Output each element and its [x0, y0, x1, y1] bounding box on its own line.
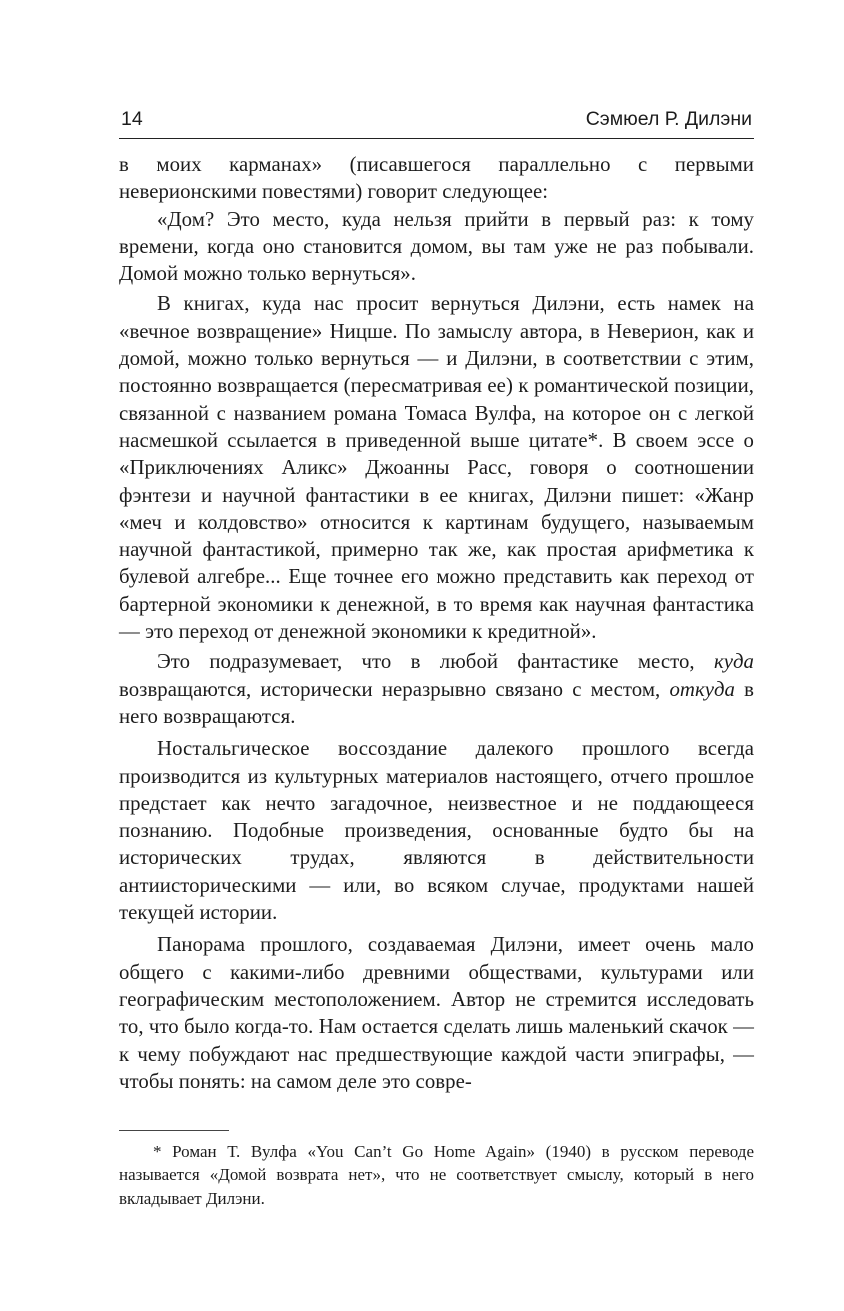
- text-run: Это подразумевает, что в любой фантастике место,: [157, 650, 714, 674]
- footnote: * Роман Т. Вулфа «You Can’t Go Home Again» (1940) в русском переводе называется «Домой возврата нет», что не соответствует смыслу, который в него вкладывает Дилэни.: [119, 1142, 754, 1208]
- paragraph: «Дом? Это место, куда нельзя прийти в первый раз: к тому времени, когда оно становится домом, вы там уже не раз побывали. Домой можно только вернуться».: [119, 207, 754, 286]
- paragraph: Панорама прошлого, создаваемая Дилэни, имеет очень мало общего с какими-либо древними обществами, культурами или географическим местоположением. Автор не стремится исследовать то, что было когда-то. Нам остается сделать лишь маленький скачок — к чему побуждают нас предшествующие каждой части эпиграфы, — чтобы понять: на самом деле это совре-: [119, 933, 754, 1093]
- running-title: Сэмюел Р. Дилэни: [585, 108, 752, 130]
- header-divider: [119, 138, 754, 139]
- paragraph: в моих карманах» (писавшегося параллельно с первыми неверионскими повестями) говорит следующее:: [119, 153, 754, 204]
- footnote-divider: [119, 1130, 229, 1131]
- paragraph: [119, 648, 754, 730]
- page-header: [119, 108, 754, 136]
- text-run: возвращаются, исторически неразрывно связано с местом,: [119, 677, 670, 701]
- page-number: 14: [121, 108, 143, 130]
- emphasis: откуда: [669, 677, 735, 701]
- paragraph: В книгах, куда нас просит вернуться Дилэни, есть намек на «вечное возвращение» Ницше. По замыслу автора, в Неверион, как и домой, можно только вернуться — и Дилэни, в соответствии с этим, постоянно возвращается (пересматривая ее) к романтической позиции, связанной с названием романа Томаса Вулфа, на которое он с легкой насмешкой ссылается в приведенной выше цитате*. В своем эссе о «Приключениях Аликс» Джоанны Расс, говоря о соотношении фэнтези и научной фантастики в ее книгах, Дилэни пишет: «Жанр «меч и колдовство» относится к картинам будущего, называемым научной фантастикой, примерно так же, как простая арифметика к булевой алгебре... Еще точнее его можно представить как переход от бартерной экономики к денежной, в то время как научная фантастика — это переход от денежной экономики к кредитной».: [119, 292, 754, 644]
- text-run: в него возвращаются.: [119, 677, 754, 728]
- body-text: [119, 151, 754, 1095]
- paragraph: Ностальгическое воссоздание далекого прошлого всегда производится из культурных материалов настоящего, отчего прошлое предстает как нечто загадочное, неизвестное и не поддающееся познанию. Подобные произведения, основанные будто бы на исторических трудах, являются в действительности антиисторическими — или, во всяком случае, продуктами нашей текущей истории.: [119, 737, 754, 925]
- emphasis: куда: [713, 650, 754, 674]
